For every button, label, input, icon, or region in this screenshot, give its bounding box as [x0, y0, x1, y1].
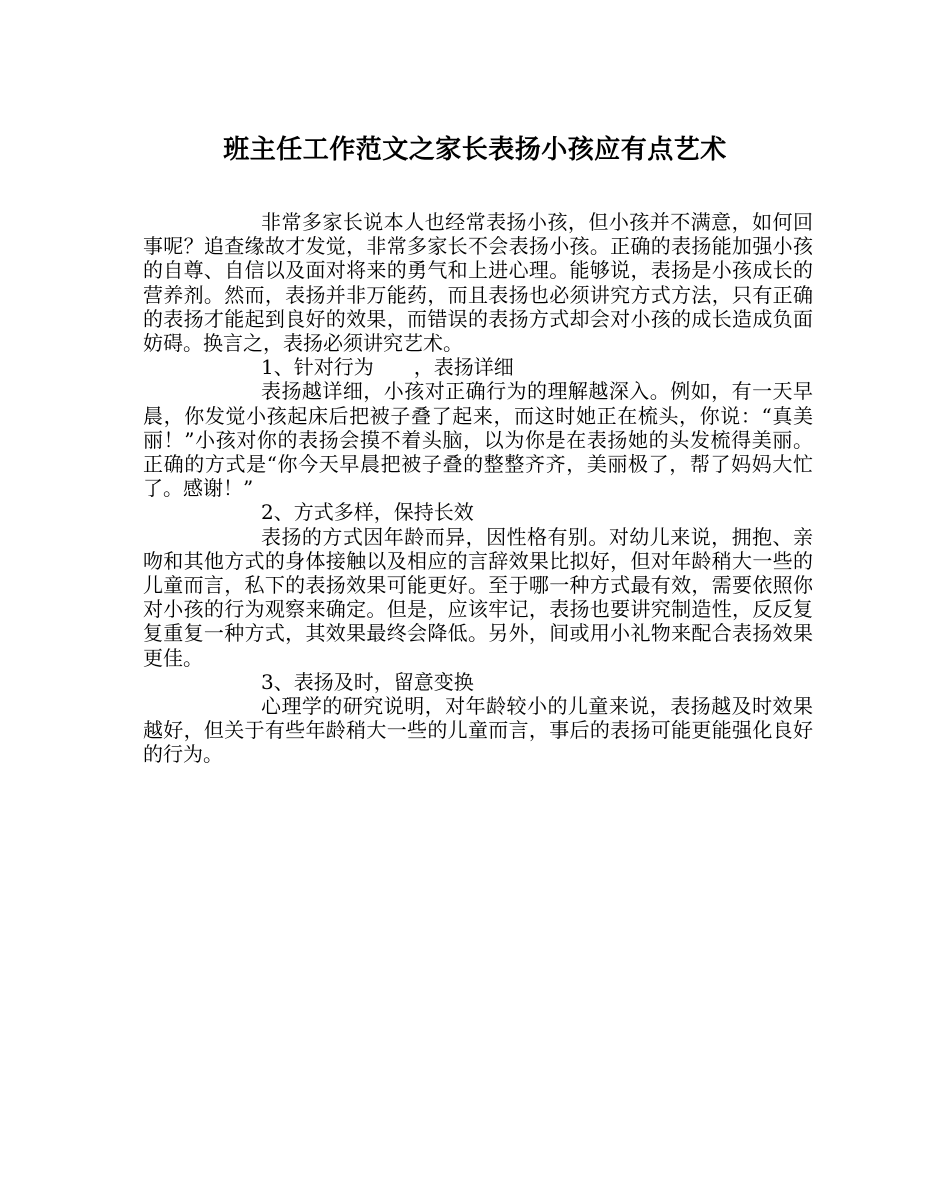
section-heading-1: 1、针对行为 ，表扬详细 [261, 355, 514, 380]
document-body [143, 210, 813, 767]
section-heading-2: 2、方式多样，保持长效 [261, 500, 474, 525]
section-paragraph-2: 表扬的方式因年龄而异，因性格有别。对幼儿来说，拥抱、亲吻和其他方式的身体接触以及相应的言辞效果比拟好，但对年龄稍大一些的儿童而言，私下的表扬效果可能更好。至于哪一种方式最有效，需要依照你对小孩的行为观察来确定。但是，应该牢记，表扬也要讲究制造性，反反复复重复一种方式，其效果最终会降低。另外，间或用小礼物来配合表扬效果更佳。 [143, 524, 813, 670]
section-paragraph-3: 心理学的研究说明，对年龄较小的儿童来说，表扬越及时效果越好，但关于有些年龄稍大一些的儿童而言，事后的表扬可能更能强化良好的行为。 [143, 694, 813, 767]
section-heading-3: 3、表扬及时，留意变换 [261, 669, 474, 694]
intro-paragraph: 非常多家长说本人也经常表扬小孩，但小孩并不满意，如何回事呢？追查缘故才发觉，非常多家长不会表扬小孩。正确的表扬能加强小孩的自尊、自信以及面对将来的勇气和上进心理。能够说，表扬是小孩成长的营养剂。然而，表扬并非万能药，而且表扬也必须讲究方式方法，只有正确的表扬才能起到良好的效果，而错误的表扬方式却会对小孩的成长造成负面妨碍。换言之，表扬必须讲究艺术。 [143, 210, 813, 356]
document-title: 班主任工作范文之家长表扬小孩应有点艺术 [223, 135, 727, 165]
section-paragraph-1: 表扬越详细，小孩对正确行为的理解越深入。例如，有一天早晨，你发觉小孩起床后把被子叠了起来，而这时她正在梳头，你说：“真美丽！”小孩对你的表扬会摸不着头脑，以为你是在表扬她的头发梳得美丽。正确的方式是“你今天早晨把被子叠的整整齐齐，美丽极了，帮了妈妈大忙了。感谢！” [143, 379, 813, 501]
